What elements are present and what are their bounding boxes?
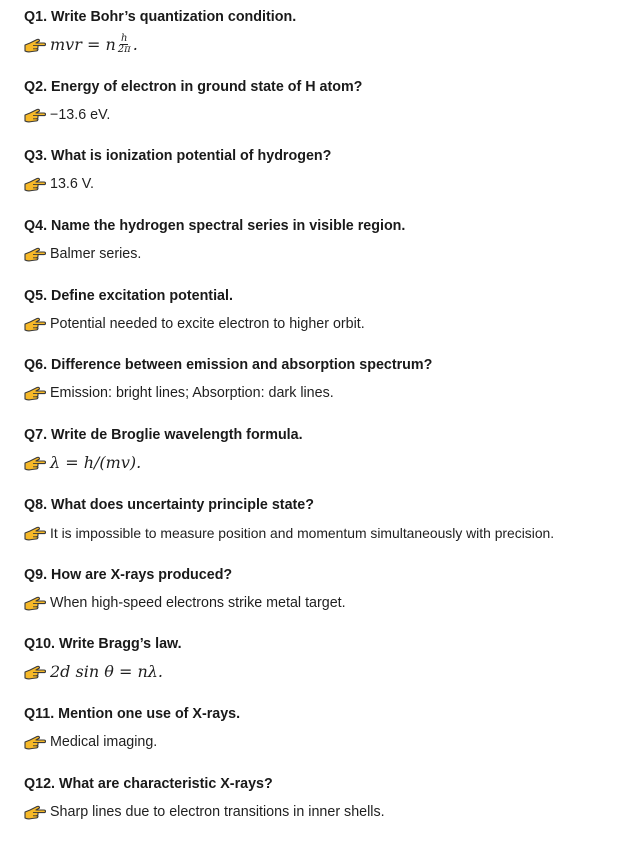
question-text: Q4. Name the hydrogen spectral series in visible region. <box>24 218 406 235</box>
fraction-denominator: 2π <box>117 43 131 55</box>
question-text: Q11. Mention one use of X-rays. <box>24 705 241 722</box>
answer-text: Potential needed to excite electron to higher orbit. <box>50 315 365 332</box>
answer-row <box>24 522 632 544</box>
pointing-hand-icon <box>24 108 46 124</box>
answer-row <box>24 34 632 56</box>
answer-text: Sharp lines due to electron transitions in inner shells. <box>50 803 385 820</box>
question-text: Q7. Write de Broglie wavelength formula. <box>24 427 303 444</box>
answer-formula: λ = h/(mv). <box>50 453 142 473</box>
answer-formula: mvr = n <box>50 35 116 54</box>
pointing-hand-icon <box>24 735 46 751</box>
answer-row <box>24 173 632 195</box>
qa-item-11 <box>24 704 632 774</box>
pointing-hand-icon <box>24 665 46 681</box>
qa-item-4 <box>24 216 632 286</box>
answer-text: Emission: bright lines; Absorption: dark lines. <box>50 385 334 402</box>
qa-item-9 <box>24 565 632 635</box>
pointing-hand-icon <box>24 526 46 542</box>
answer-text: It is impossible to measure position and momentum simultaneously with precision. <box>50 524 555 541</box>
question-text: Q6. Difference between emission and absorption spectrum? <box>24 357 433 374</box>
answer-formula-tail: . <box>132 35 138 54</box>
question-text: Q3. What is ionization potential of hydrogen? <box>24 148 332 165</box>
question-text: Q2. Energy of electron in ground state of H atom? <box>24 78 363 95</box>
answer-text: When high-speed electrons strike metal target. <box>50 594 346 611</box>
qa-item-2 <box>24 77 632 147</box>
question-text: Q12. What are characteristic X-rays? <box>24 775 273 792</box>
qa-item-5 <box>24 286 632 356</box>
question-text: Q1. Write Bohr’s quantization condition. <box>24 9 297 25</box>
answer-text: Balmer series. <box>50 246 142 263</box>
answer-text: 13.6 V. <box>50 176 94 193</box>
qa-item-10 <box>24 634 632 704</box>
answer-row <box>24 313 632 335</box>
answer-row <box>24 452 632 474</box>
pointing-hand-icon <box>24 596 46 612</box>
answer-formula: 2d sin θ = nλ. <box>50 662 163 682</box>
question-text: Q5. Define excitation potential. <box>24 287 233 304</box>
pointing-hand-icon <box>24 456 46 472</box>
answer-row <box>24 243 632 265</box>
pointing-hand-icon <box>24 247 46 263</box>
answer-text: −13.6 eV. <box>50 106 111 123</box>
pointing-hand-icon <box>24 177 46 193</box>
question-text: Q8. What does uncertainty principle state? <box>24 496 314 513</box>
pointing-hand-icon <box>24 38 46 54</box>
pointing-hand-icon <box>24 805 46 821</box>
qa-item-3 <box>24 146 632 216</box>
answer-row <box>24 104 632 126</box>
fraction-h-over-2pi <box>117 34 132 55</box>
pointing-hand-icon <box>24 317 46 333</box>
answer-text: Medical imaging. <box>50 733 158 750</box>
qa-item-8 <box>24 495 632 565</box>
answer-row <box>24 661 632 683</box>
answer-row <box>24 801 632 823</box>
question-text: Q10. Write Bragg’s law. <box>24 636 182 653</box>
qa-item-12 <box>24 774 632 844</box>
qa-item-1 <box>24 7 632 77</box>
answer-row <box>24 592 632 614</box>
fraction-numerator: h <box>120 32 128 44</box>
qa-item-7 <box>24 425 632 495</box>
question-text: Q9. How are X-rays produced? <box>24 566 233 583</box>
pointing-hand-icon <box>24 386 46 402</box>
answer-row <box>24 382 632 404</box>
qa-item-6 <box>24 355 632 425</box>
answer-row <box>24 731 632 753</box>
